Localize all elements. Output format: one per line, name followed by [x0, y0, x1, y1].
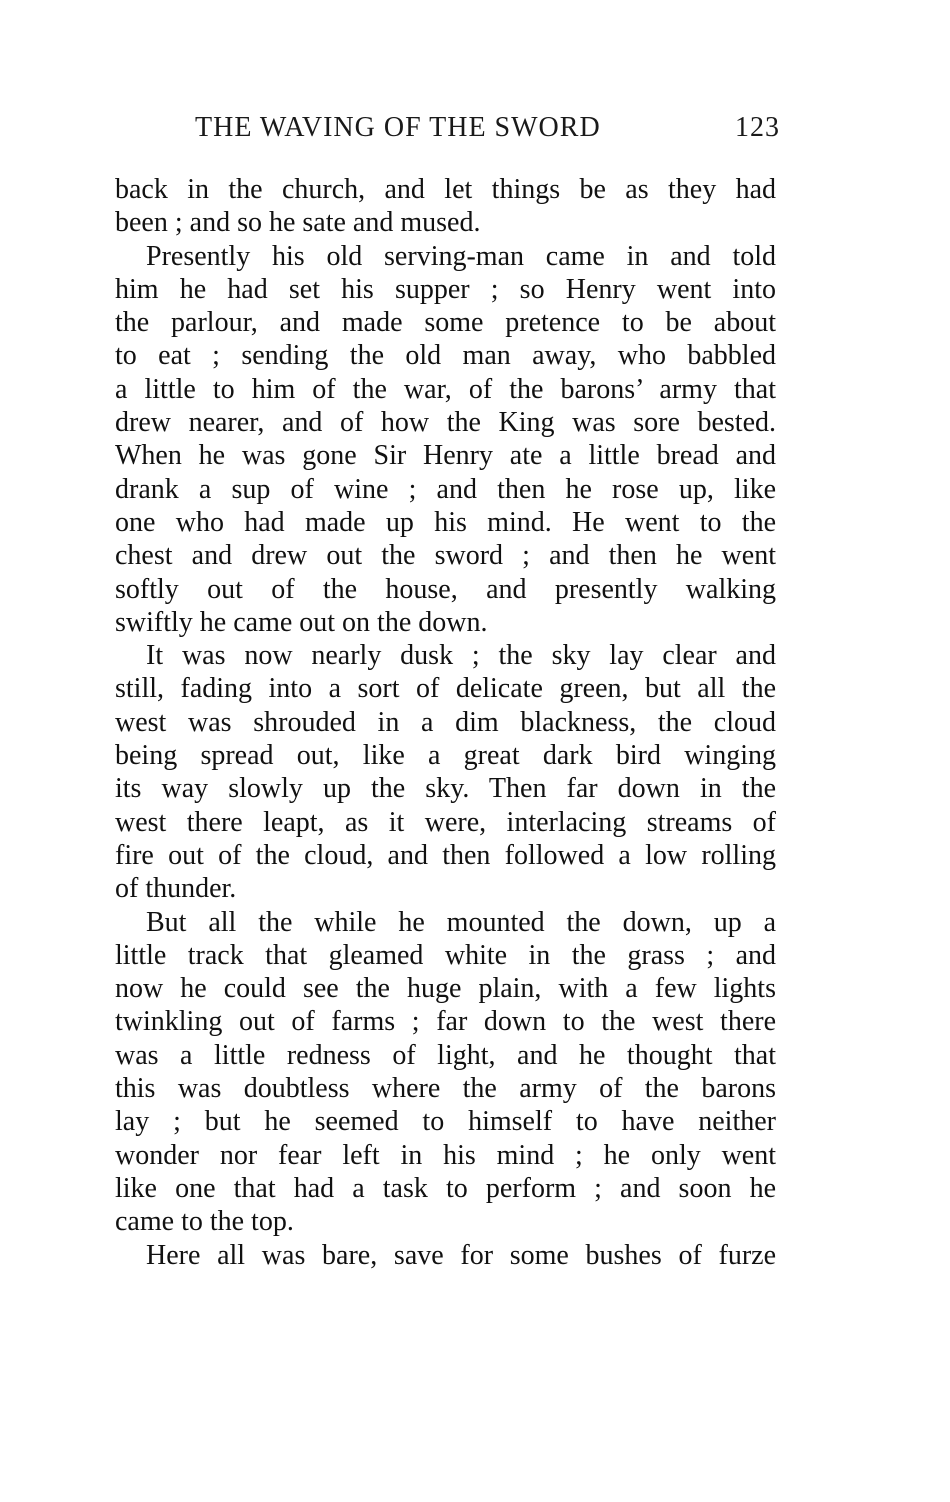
text-line: this was doubtless where the army of the barons: [115, 1073, 776, 1105]
text-line: one who had made up his mind. He went to the: [115, 506, 776, 538]
text-line: wonder nor fear left in his mind ; he only went: [115, 1139, 776, 1171]
text-line: now he could see the huge plain, with a few lights: [115, 973, 776, 1005]
text-line: a little to him of the war, of the barons’ army that: [115, 373, 776, 405]
text-line: still, fading into a sort of delicate green, but all the: [115, 673, 776, 705]
text-line: lay ; but he seemed to himself to have neither: [115, 1106, 776, 1138]
text-line: to eat ; sending the old man away, who babbled: [115, 340, 776, 372]
text-line: When he was gone Sir Henry ate a little bread and: [115, 440, 776, 472]
text-line: back in the church, and let things be as they had: [115, 174, 776, 205]
text-line: Presently his old serving-man came in and told: [146, 240, 776, 272]
body-text: [115, 173, 776, 1272]
text-line: like one that had a task to perform ; and soon he: [115, 1172, 776, 1204]
text-line: But all the while he mounted the down, up a: [146, 906, 776, 938]
text-line: drank a sup of wine ; and then he rose up, like: [115, 473, 776, 505]
page-number: 123: [735, 112, 780, 143]
text-line: drew nearer, and of how the King was sore bested.: [115, 407, 776, 439]
text-line: Here all was bare, save for some bushes of furze: [146, 1239, 776, 1271]
text-line: fire out of the cloud, and then followed a low rolling: [115, 839, 776, 871]
running-title: THE WAVING OF THE SWORD: [195, 112, 601, 143]
text-line: been ; and so he sate and mused.: [115, 207, 481, 239]
text-line: its way slowly up the sky. Then far down in the: [115, 773, 776, 805]
text-line: west was shrouded in a dim blackness, the cloud: [115, 706, 776, 738]
text-line: softly out of the house, and presently walking: [115, 573, 776, 605]
text-line: chest and drew out the sword ; and then he went: [115, 540, 776, 572]
text-line: swiftly he came out on the down.: [115, 606, 488, 638]
text-line: It was now nearly dusk ; the sky lay clear and: [146, 640, 776, 672]
text-line: west there leapt, as it were, interlacing streams of: [115, 806, 776, 838]
text-line: of thunder.: [115, 873, 237, 905]
running-header: [195, 112, 780, 152]
text-line: twinkling out of farms ; far down to the west there: [115, 1006, 776, 1038]
text-line: the parlour, and made some pretence to be about: [115, 307, 776, 339]
text-line: little track that gleamed white in the grass ; and: [115, 939, 776, 971]
text-line: being spread out, like a great dark bird winging: [115, 740, 776, 772]
text-line: was a little redness of light, and he thought that: [115, 1039, 776, 1071]
text-line: came to the top.: [115, 1206, 294, 1238]
text-line: him he had set his supper ; so Henry went into: [115, 273, 776, 305]
